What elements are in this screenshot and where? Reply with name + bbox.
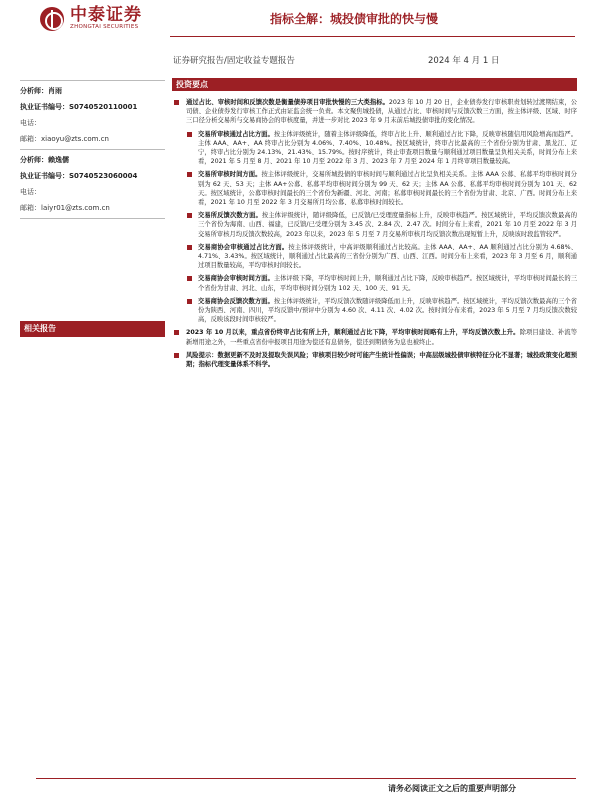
analyst-cert-row: 执业证书编号：S0740523060004	[20, 172, 138, 180]
divider	[20, 149, 165, 150]
header-divider	[170, 36, 575, 37]
report-date: 2024 年 4 月 1 日	[428, 56, 500, 66]
brand-logo	[40, 6, 142, 31]
analyst-name: 肖雨	[48, 87, 62, 95]
bullet-square-icon	[187, 132, 192, 137]
footer-divider	[36, 778, 576, 779]
analyst-email: xiaoyu@zts.com.cn	[41, 135, 109, 143]
analyst-name-row: 分析师：赖逸儒	[20, 156, 69, 164]
analyst-cert: S0740520110001	[69, 103, 138, 111]
analyst-cert-row: 执业证书编号：S0740520110001	[20, 103, 138, 111]
bullet-square-icon	[174, 330, 179, 335]
analyst-name: 赖逸儒	[48, 156, 69, 164]
bullet-square-icon	[187, 172, 192, 177]
bullet-square-icon	[187, 213, 192, 218]
bullet-square-icon	[187, 245, 192, 250]
divider	[20, 80, 165, 81]
analyst-email-row[interactable]: 邮箱：laiyr01@zts.com.cn	[20, 204, 110, 212]
risk-warning: 风险提示：数据更新不及时及提取失误风险；审核项目较少时可能产生统计性偏误；中高层级城投债审核特征分化不显著；城投政策变化超预期；指标代理变量体系不科学。	[172, 351, 577, 369]
report-header	[0, 0, 600, 70]
summary-sub-bullet: 交易所反馈次数方面。按主体评级统计，随评级降低，已反馈/已受理度量指标上升，反映审核趋严。按区域统计，平均反馈次数最高的三个省份为海南、山西、福建，已反馈/已受理分别为 3.45 次、2.84 次、2.47 次。时间分布上来看，2021 年 10 月至 2022 年 3 月交易所审核月均反馈次数较高，2023 年以来，2023 年 5 月至 7 月交易所审核月均反馈次数出现短暂上升，反映该时段监管较严。	[172, 211, 577, 239]
brand-name-cn: 中泰证券	[70, 5, 142, 25]
analyst-phone-row: 电话：	[20, 119, 41, 127]
summary-sub-bullet: 交易所审核通过占比方面。按主体评级统计，随着主体评级降低，终审占比上升、顺利通过占比下降，反映审核随信用风险增高而趋严。主体 AAA、AA+、AA 终审占比分别为 4.06%、7.40%、10.48%。按区域统计，终审占比最高的三个省份分别为甘肃、黑龙江、辽宁，终审占比分别为 24.13%、21.43%、15.79%。按时序统计，终止审查项目数量与顺利通过项目数量呈负相关关系，时间分布上来看，2021 年 5 月至 8 月、2021 年 10 月至 2022 年 3 月、2023 年 7 月至 2024 年 1 月终审项目数量较高。	[172, 130, 577, 167]
analyst-phone-row: 电话：	[20, 188, 41, 196]
brand-name-en: ZHONGTAI SECURITIES	[70, 24, 139, 30]
investment-summary-header: 投资要点	[172, 78, 577, 91]
bullet-square-icon	[174, 100, 179, 105]
report-title: 指标全解：城投债审批的快与慢	[270, 12, 439, 26]
summary-sub-bullet: 交易所审核时间方面。按主体评级统计，交易所城投债的审核时间与顺利通过占比呈负相关关系。主体 AAA 公募、私募平均审核时间分别为 62 天、53 天；主体 AA+公募、私募平均审核时间分别为 99 天、62 天；主体 AA 公募、私募平均审核时间分别为 101 天、62 天。按区域统计，公募审核时间最长的三个省份为新疆、河北、河南；私募审核时间最长的三个省份为甘肃、北京、广西。时间分布上来看，2021 年 10 月至 2022 年 3 月交易所月均公募、私募审核时间较长。	[172, 170, 577, 207]
summary-bullet: 2023 年 10 月以来，重点省份终审占比有所上升，顺利通过占比下降，平均审核时间略有上升，平均反馈次数上升。除项目建设、补流等新增用途之外，一些重点省份申报项目用途为偿还有息债务，偿还到期债务为息也被终止。	[172, 328, 577, 346]
logo-icon	[40, 7, 64, 31]
bullet-square-icon	[187, 276, 192, 281]
bullet-square-icon	[174, 353, 179, 358]
bullet-square-icon	[187, 299, 192, 304]
analyst-panel	[20, 78, 165, 221]
related-reports-header: 相关报告	[20, 321, 165, 337]
divider	[20, 218, 165, 219]
summary-body	[172, 98, 577, 373]
summary-sub-bullet: 交易商协会反馈次数方面。按主体评级统计，平均反馈次数随评级降低而上升，反映审核趋严。按区域统计，平均反馈次数最高的三个省份为陕西、河南、四川，平均反馈中/预评中分别为 4.60 次、4.11 次、4.02 次。按时间分布来看，2023 年 5 月至 7 月均反馈次数较高，反映该段时间审核较严。	[172, 297, 577, 325]
analyst-email: laiyr01@zts.com.cn	[41, 204, 110, 212]
summary-sub-bullet: 交易商协会审核时间方面。主体评级下降，平均审核时间上升，顺利通过占比下降，反映审核趋严。按区域统计，平均审核时间最长的三个省份为甘肃、河北、山东，平均审核时间分别为 102 天、100 天、91 天。	[172, 274, 577, 292]
analyst-cert: S0740523060004	[69, 172, 138, 180]
summary-sub-bullet: 交易商协会审核通过占比方面。按主体评级统计，中高评级顺利通过占比较高。主体 AAA、AA+、AA 顺利通过占比分别为 4.68%、4.71%、3.43%。按区域统计，顺利通过占比最高的三省份分别为广西、山西、江西。时间分布上来看，2023 年 3 月至 6 月，顺利通过项目数量较高，平均审核时间较长。	[172, 243, 577, 271]
summary-bullet: 通过占比、审核时间和反馈次数是衡量债券项目审批快慢的三大类指标。2023 年 10 月 20 日，企业债券发行审核职责划转过渡期结束，公司债、企业债券发行审核工作正式由证监会统一负责。本文聚焦城投债，从通过占比、审核时间与反馈次数三方面，按主体评级、区域、时序三口径分析交易所与交易商协会的审核度量，并进一步对比 2023 年 9 月末前后城投债审批的变化情况。	[172, 98, 577, 126]
footer-disclaimer: 请务必阅读正文之后的重要声明部分	[388, 784, 516, 793]
analyst-name-row: 分析师：肖雨	[20, 87, 62, 95]
analyst-email-row[interactable]: 邮箱：xiaoyu@zts.com.cn	[20, 135, 109, 143]
report-type: 证券研究报告/固定收益专题报告	[173, 56, 295, 66]
